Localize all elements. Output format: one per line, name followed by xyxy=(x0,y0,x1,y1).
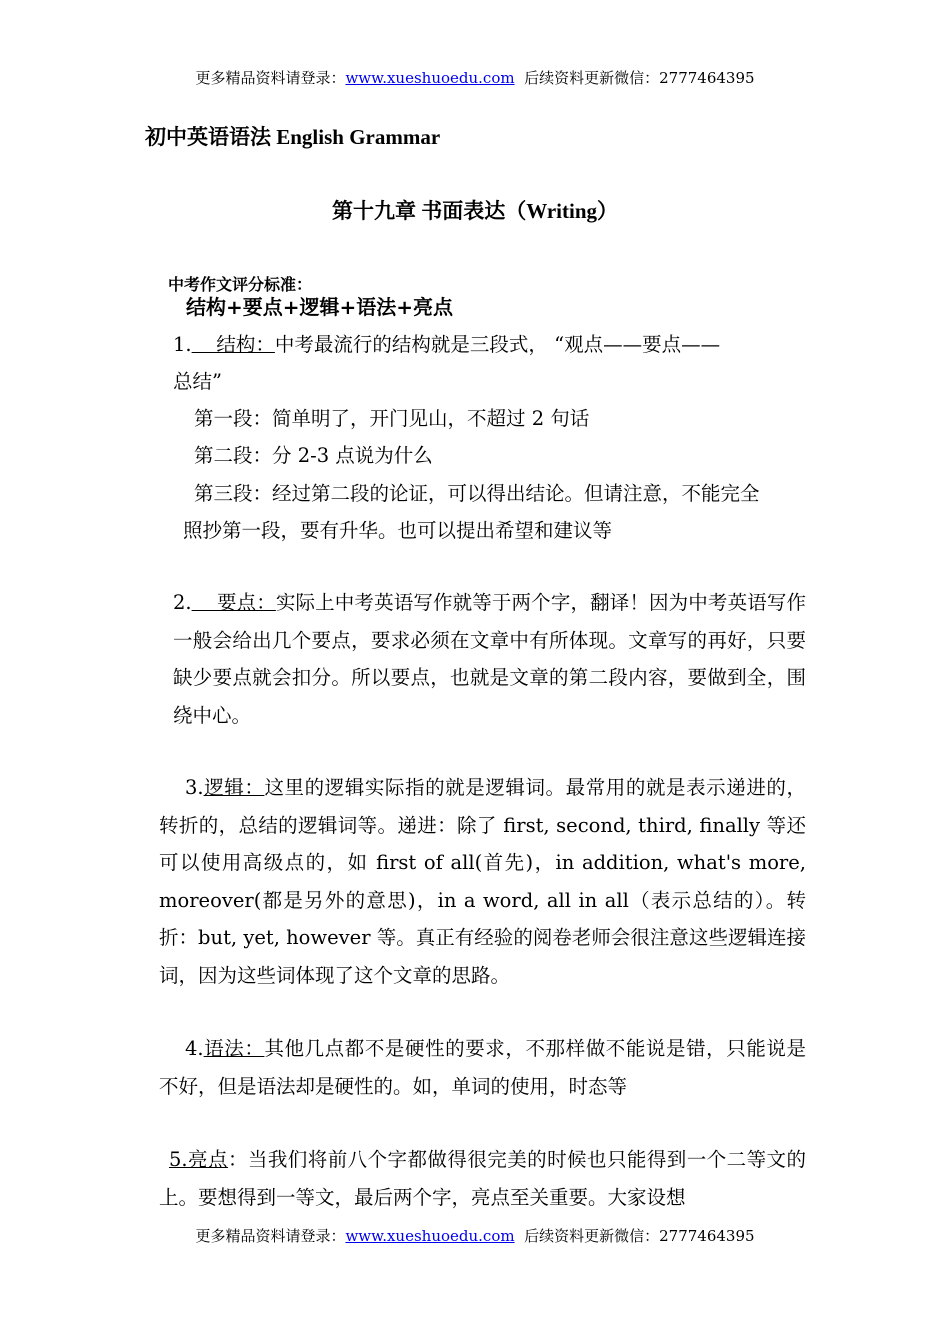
section1-para1: 第一段：简单明了，开门见山，不超过 2 句话 xyxy=(194,407,590,430)
page-footer xyxy=(0,1226,950,1246)
section4-num: 4. xyxy=(185,1037,204,1060)
section5-paragraph xyxy=(159,1141,806,1216)
section1-line xyxy=(173,330,720,360)
section1-label: 结构： xyxy=(191,333,275,356)
doc-title: 初中英语语法 English Grammar xyxy=(145,125,441,149)
section2-num: 2. xyxy=(173,591,192,614)
section1-text2: 总结” xyxy=(173,370,222,393)
criteria: 结构+要点+逻辑+语法+亮点 xyxy=(186,295,454,319)
section3-paragraph xyxy=(159,769,806,994)
section5-text: ：当我们将前八个字都做得很完美的时候也只能得到一个二等文的上。要想得到一等文，最后两个字，亮点至关重要。大家设想 xyxy=(159,1148,806,1209)
footer-suffix: 后续资料更新微信：2777464395 xyxy=(524,1227,755,1245)
chapter-title: 第十九章 书面表达（Writing） xyxy=(331,199,619,223)
criteria-label: 中考作文评分标准： xyxy=(168,275,313,294)
section3-num: 3. xyxy=(185,776,204,799)
section1-para3a: 第三段：经过第二段的论证，可以得出结论。但请注意，不能完全 xyxy=(194,482,760,505)
section3-text: 这里的逻辑实际指的就是逻辑词。最常用的就是表示递进的，转折的，总结的逻辑词等。递进：除了 first, second, third, finally 等还可以使用高级点的，如 first of all(首先)，in addition, what's more, moreover(都是另外的意思)，in a word, all in all（表示总结的）。转折：but, yet, however 等。真正有经验的阅卷老师会很注意这些逻辑连接词，因为这些词体现了这个文章的思路。 xyxy=(159,776,806,987)
section3-label: 逻辑： xyxy=(203,776,265,799)
footer-link[interactable]: www.xueshuoedu.com xyxy=(345,1227,515,1245)
header-link[interactable]: www.xueshuoedu.com xyxy=(345,69,515,87)
section1-para2: 第二段：分 2-3 点说为什么 xyxy=(194,444,433,467)
section4-text: 其他几点都不是硬性的要求，不那样做不能说是错，只能说是不好，但是语法却是硬性的。如，单词的使用，时态等 xyxy=(159,1037,806,1098)
page-header xyxy=(0,68,950,88)
section1-num: 1. xyxy=(173,333,192,356)
section4-paragraph xyxy=(159,1030,806,1105)
header-prefix: 更多精品资料请登录： xyxy=(195,69,346,87)
section1-para3b: 照抄第一段，要有升华。也可以提出希望和建议等 xyxy=(183,519,613,542)
section1-text: 中考最流行的结构就是三段式， “观点——要点—— xyxy=(274,333,721,356)
section4-label: 语法： xyxy=(203,1037,265,1060)
header-suffix: 后续资料更新微信：2777464395 xyxy=(524,69,755,87)
footer-prefix: 更多精品资料请登录： xyxy=(195,1227,346,1245)
section2-label: 要点： xyxy=(191,591,276,614)
section2-text: 实际上中考英语写作就等于两个字，翻译！因为中考英语写作一般会给出几个要点，要求必须在文章中有所体现。文章写的再好，只要缺少要点就会扣分。所以要点，也就是文章的第二段内容，要做到全，围绕中心。 xyxy=(173,591,806,727)
section5-label: 5.亮点 xyxy=(169,1148,228,1171)
section2-paragraph xyxy=(173,584,806,734)
